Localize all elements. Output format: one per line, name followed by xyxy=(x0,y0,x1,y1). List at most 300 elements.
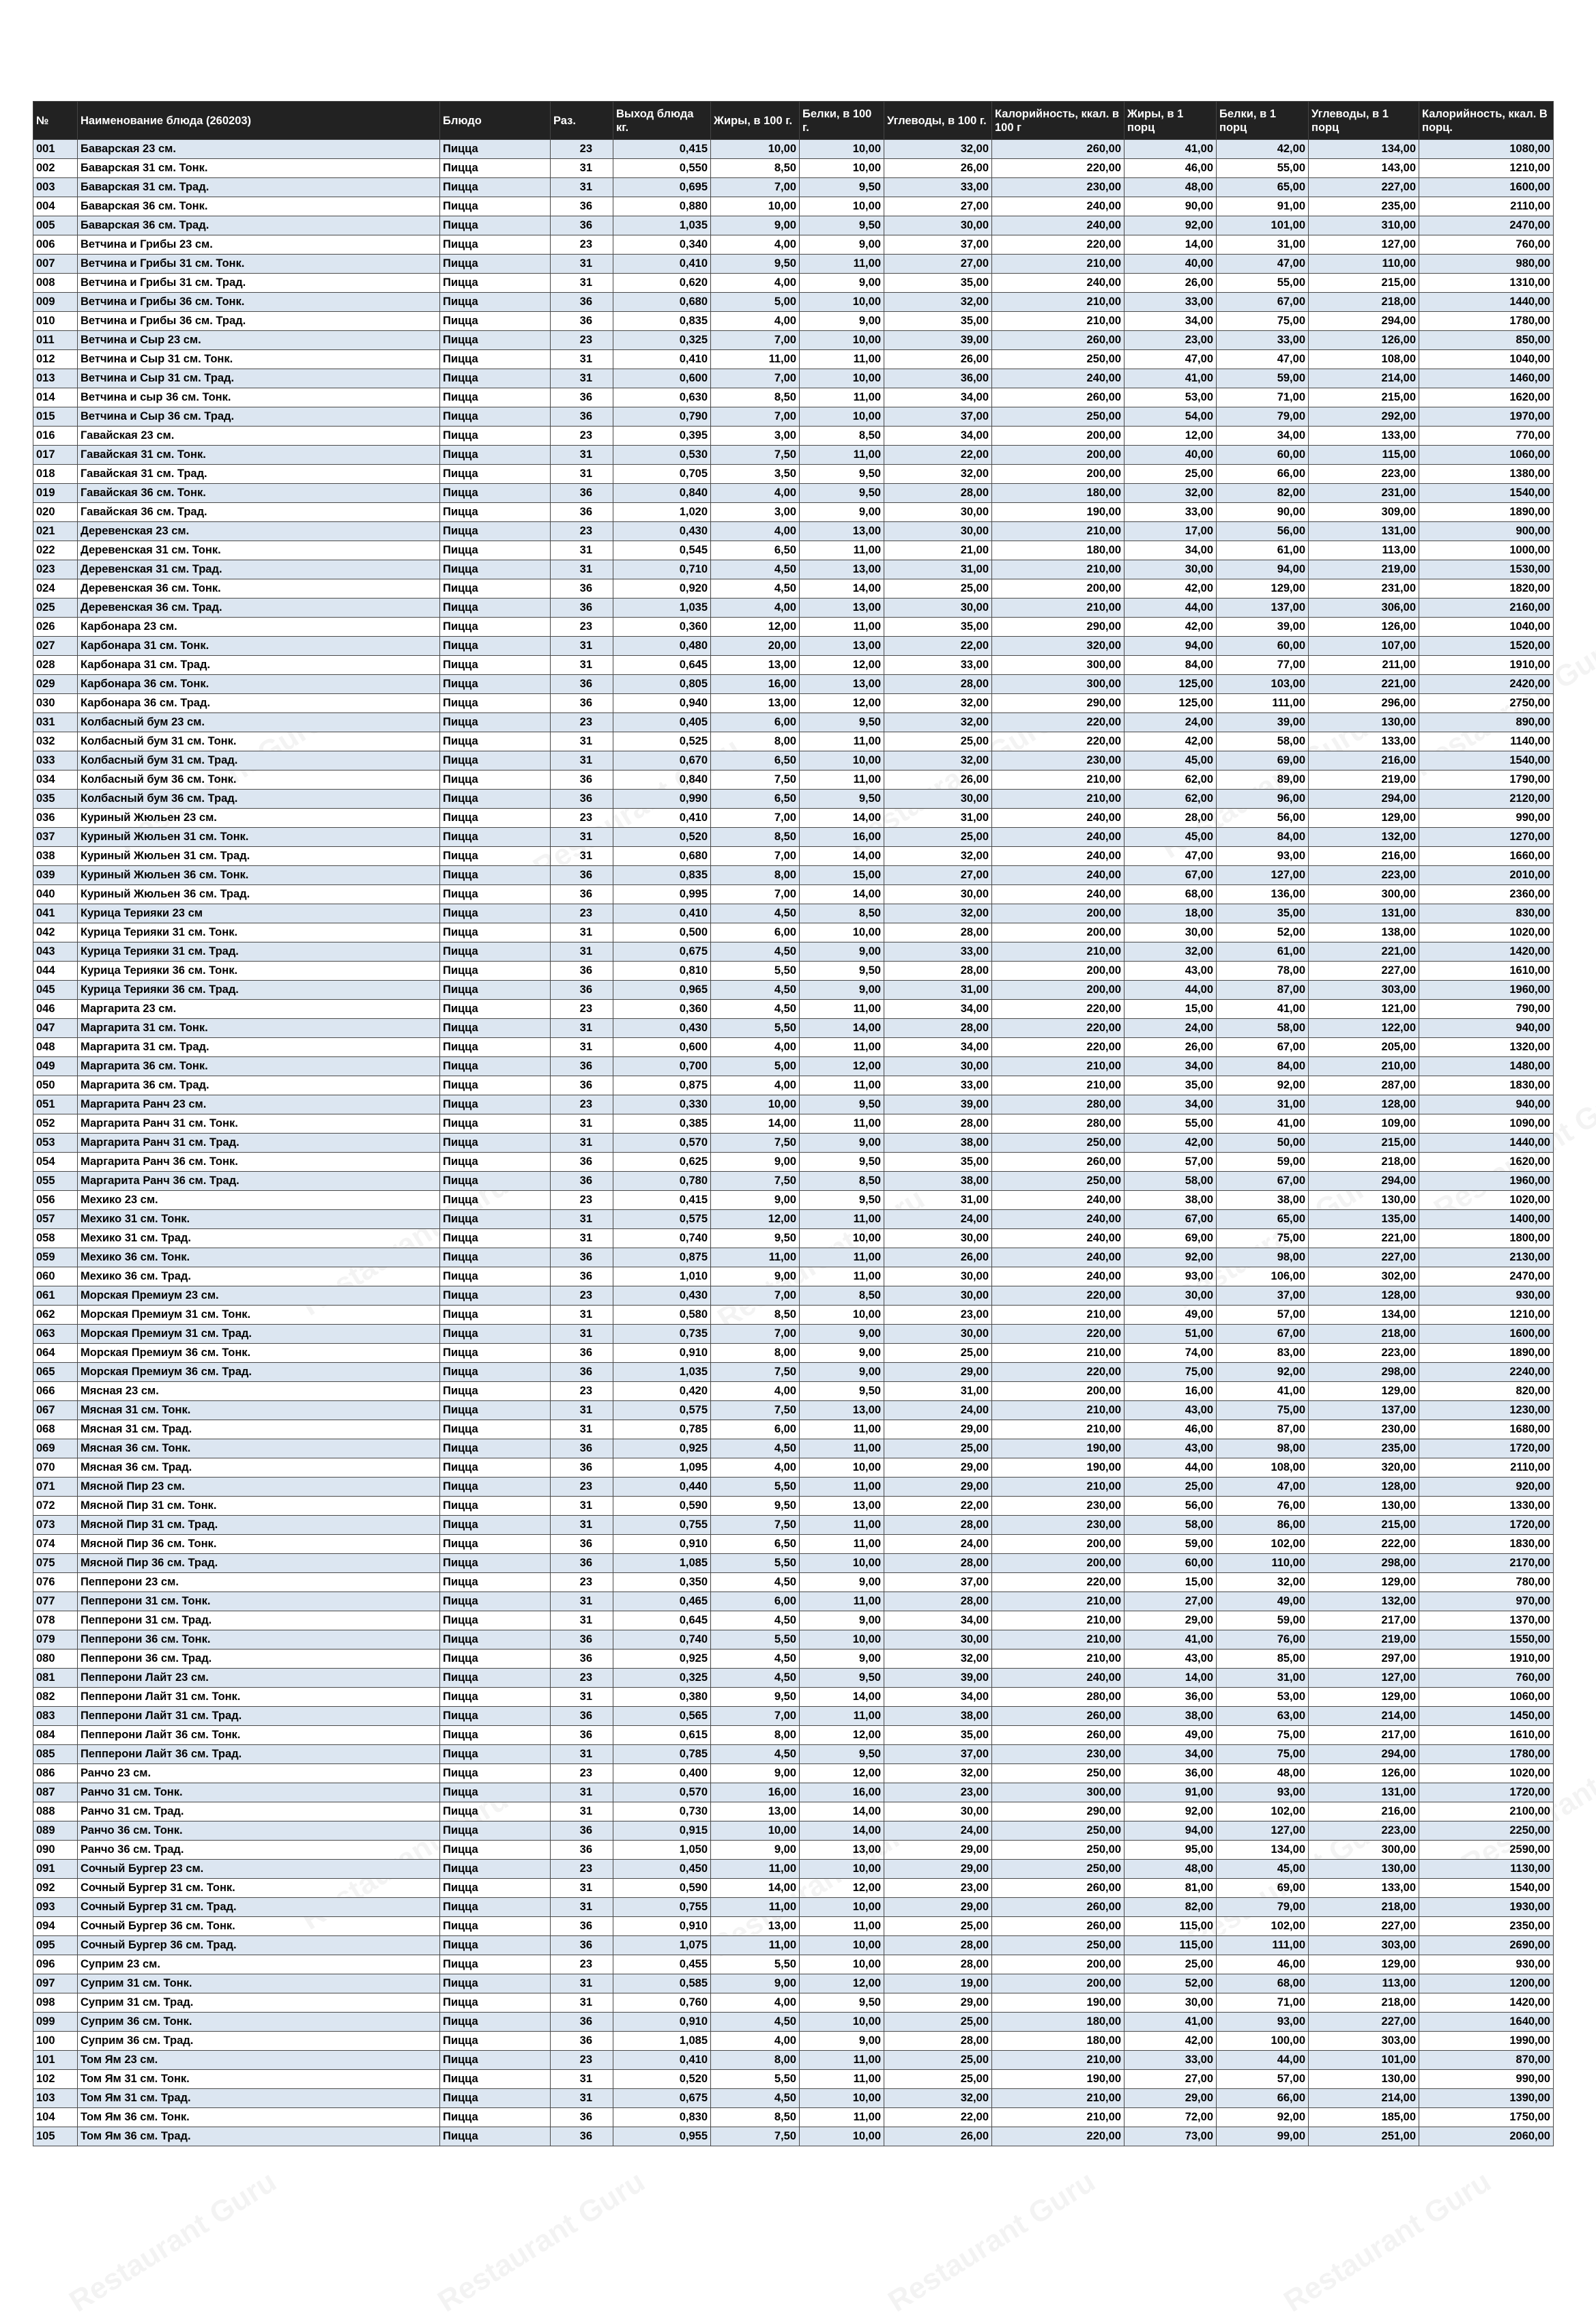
cell-protein-100g: 10,00 xyxy=(800,1306,884,1325)
cell-kcal-100g: 210,00 xyxy=(992,1401,1125,1420)
cell-carbs-portion: 309,00 xyxy=(1309,503,1419,522)
cell-protein-100g: 9,50 xyxy=(800,1993,884,2013)
cell-kcal-portion: 1610,00 xyxy=(1419,1726,1554,1745)
cell-fat-100g: 5,50 xyxy=(711,962,800,981)
cell-dish-name: Колбасный бум 23 см. xyxy=(78,713,440,732)
cell-size: 31 xyxy=(551,1038,613,1057)
cell-number: 035 xyxy=(33,790,78,809)
cell-kcal-portion: 1890,00 xyxy=(1419,503,1554,522)
cell-fat-portion: 43,00 xyxy=(1125,1650,1217,1669)
cell-yield: 1,085 xyxy=(613,1554,711,1573)
cell-dish-name: Баварская 23 см. xyxy=(78,140,440,159)
cell-kcal-portion: 2240,00 xyxy=(1419,1363,1554,1382)
cell-fat-portion: 51,00 xyxy=(1125,1325,1217,1344)
table-row xyxy=(33,981,1554,1000)
cell-fat-100g: 4,50 xyxy=(711,1650,800,1669)
cell-category: Пицца xyxy=(440,694,551,713)
cell-yield: 0,910 xyxy=(613,1344,711,1363)
cell-dish-name: Мясная 23 см. xyxy=(78,1382,440,1401)
table-row xyxy=(33,656,1554,675)
cell-category: Пицца xyxy=(440,1650,551,1669)
cell-kcal-portion: 1680,00 xyxy=(1419,1420,1554,1439)
cell-fat-100g: 8,00 xyxy=(711,1726,800,1745)
table-row xyxy=(33,503,1554,522)
cell-kcal-portion: 1720,00 xyxy=(1419,1516,1554,1535)
cell-size: 23 xyxy=(551,1764,613,1783)
cell-fat-portion: 57,00 xyxy=(1125,1153,1217,1172)
cell-protein-portion: 83,00 xyxy=(1217,1344,1309,1363)
table-row xyxy=(33,1535,1554,1554)
cell-fat-portion: 38,00 xyxy=(1125,1191,1217,1210)
cell-size: 36 xyxy=(551,1535,613,1554)
cell-protein-portion: 58,00 xyxy=(1217,732,1309,751)
cell-carbs-portion: 287,00 xyxy=(1309,1076,1419,1095)
cell-dish-name: Морская Премиум 23 см. xyxy=(78,1286,440,1306)
cell-carbs-portion: 130,00 xyxy=(1309,2070,1419,2089)
cell-protein-100g: 9,50 xyxy=(800,790,884,809)
cell-size: 23 xyxy=(551,1669,613,1688)
cell-protein-100g: 9,00 xyxy=(800,503,884,522)
cell-size: 36 xyxy=(551,1076,613,1095)
cell-yield: 0,730 xyxy=(613,1802,711,1821)
cell-carbs-100g: 34,00 xyxy=(884,388,992,407)
cell-dish-name: Куриный Жюльен 31 см. Тонк. xyxy=(78,828,440,847)
cell-fat-portion: 16,00 xyxy=(1125,1382,1217,1401)
cell-fat-portion: 62,00 xyxy=(1125,790,1217,809)
cell-kcal-portion: 1540,00 xyxy=(1419,484,1554,503)
cell-carbs-portion: 292,00 xyxy=(1309,407,1419,427)
cell-carbs-portion: 132,00 xyxy=(1309,1592,1419,1611)
cell-carbs-portion: 302,00 xyxy=(1309,1267,1419,1286)
cell-fat-portion: 43,00 xyxy=(1125,1401,1217,1420)
cell-kcal-portion: 1320,00 xyxy=(1419,1038,1554,1057)
cell-kcal-100g: 220,00 xyxy=(992,1325,1125,1344)
cell-carbs-portion: 223,00 xyxy=(1309,465,1419,484)
col-header-size: Раз. xyxy=(551,102,613,140)
table-row xyxy=(33,484,1554,503)
cell-category: Пицца xyxy=(440,484,551,503)
cell-dish-name: Маргарита Ранч 36 см. Тонк. xyxy=(78,1153,440,1172)
cell-dish-name: Том Ям 31 см. Тонк. xyxy=(78,2070,440,2089)
cell-carbs-portion: 129,00 xyxy=(1309,1955,1419,1974)
cell-fat-portion: 43,00 xyxy=(1125,1439,1217,1458)
cell-kcal-100g: 210,00 xyxy=(992,1650,1125,1669)
cell-kcal-portion: 1620,00 xyxy=(1419,1153,1554,1172)
cell-size: 31 xyxy=(551,1783,613,1802)
cell-carbs-portion: 115,00 xyxy=(1309,446,1419,465)
cell-kcal-100g: 220,00 xyxy=(992,235,1125,255)
cell-fat-100g: 10,00 xyxy=(711,197,800,216)
cell-category: Пицца xyxy=(440,2032,551,2051)
cell-carbs-100g: 25,00 xyxy=(884,1344,992,1363)
cell-protein-portion: 66,00 xyxy=(1217,2089,1309,2108)
cell-carbs-100g: 30,00 xyxy=(884,790,992,809)
cell-dish-name: Суприм 31 см. Трад. xyxy=(78,1993,440,2013)
cell-yield: 0,780 xyxy=(613,1172,711,1191)
cell-carbs-portion: 215,00 xyxy=(1309,274,1419,293)
cell-size: 31 xyxy=(551,1592,613,1611)
table-row xyxy=(33,579,1554,599)
cell-protein-100g: 11,00 xyxy=(800,1535,884,1554)
table-row xyxy=(33,1382,1554,1401)
cell-kcal-portion: 1660,00 xyxy=(1419,847,1554,866)
cell-yield: 0,430 xyxy=(613,522,711,541)
cell-fat-100g: 4,00 xyxy=(711,1458,800,1478)
cell-number: 095 xyxy=(33,1936,78,1955)
table-row xyxy=(33,522,1554,541)
cell-fat-100g: 5,00 xyxy=(711,293,800,312)
cell-kcal-100g: 240,00 xyxy=(992,1267,1125,1286)
cell-fat-100g: 9,00 xyxy=(711,1974,800,1993)
cell-yield: 1,095 xyxy=(613,1458,711,1478)
cell-fat-portion: 60,00 xyxy=(1125,1554,1217,1573)
cell-fat-portion: 34,00 xyxy=(1125,1095,1217,1114)
cell-fat-100g: 9,50 xyxy=(711,1497,800,1516)
cell-protein-100g: 11,00 xyxy=(800,770,884,790)
cell-fat-100g: 7,50 xyxy=(711,1134,800,1153)
cell-protein-portion: 77,00 xyxy=(1217,656,1309,675)
cell-fat-100g: 5,50 xyxy=(711,2070,800,2089)
cell-carbs-portion: 219,00 xyxy=(1309,1630,1419,1650)
col-header-dish-name: Наименование блюда (260203) xyxy=(78,102,440,140)
cell-fat-100g: 4,50 xyxy=(711,1669,800,1688)
table-row xyxy=(33,1458,1554,1478)
cell-carbs-portion: 133,00 xyxy=(1309,732,1419,751)
cell-fat-portion: 45,00 xyxy=(1125,751,1217,770)
cell-fat-portion: 14,00 xyxy=(1125,235,1217,255)
cell-number: 038 xyxy=(33,847,78,866)
cell-fat-100g: 9,00 xyxy=(711,1841,800,1860)
cell-category: Пицца xyxy=(440,1382,551,1401)
cell-kcal-100g: 210,00 xyxy=(992,1611,1125,1630)
cell-dish-name: Баварская 31 см. Тонк. xyxy=(78,159,440,178)
cell-size: 31 xyxy=(551,1420,613,1439)
cell-fat-portion: 55,00 xyxy=(1125,1114,1217,1134)
cell-fat-100g: 5,50 xyxy=(711,1955,800,1974)
cell-protein-portion: 42,00 xyxy=(1217,140,1309,159)
cell-kcal-portion: 1420,00 xyxy=(1419,942,1554,962)
watermark-text xyxy=(432,2165,651,2319)
cell-kcal-portion: 1820,00 xyxy=(1419,579,1554,599)
cell-kcal-portion: 1720,00 xyxy=(1419,1439,1554,1458)
cell-protein-portion: 96,00 xyxy=(1217,790,1309,809)
cell-number: 078 xyxy=(33,1611,78,1630)
cell-fat-portion: 62,00 xyxy=(1125,770,1217,790)
cell-protein-100g: 9,00 xyxy=(800,942,884,962)
cell-protein-portion: 41,00 xyxy=(1217,1114,1309,1134)
cell-number: 088 xyxy=(33,1802,78,1821)
cell-protein-100g: 13,00 xyxy=(800,522,884,541)
cell-yield: 0,580 xyxy=(613,1306,711,1325)
cell-kcal-portion: 1130,00 xyxy=(1419,1860,1554,1879)
cell-kcal-100g: 200,00 xyxy=(992,904,1125,923)
cell-protein-portion: 111,00 xyxy=(1217,1936,1309,1955)
cell-size: 23 xyxy=(551,618,613,637)
cell-carbs-portion: 222,00 xyxy=(1309,1535,1419,1554)
cell-carbs-100g: 23,00 xyxy=(884,1879,992,1898)
cell-category: Пицца xyxy=(440,197,551,216)
cell-number: 030 xyxy=(33,694,78,713)
cell-carbs-100g: 26,00 xyxy=(884,1248,992,1267)
cell-carbs-portion: 126,00 xyxy=(1309,618,1419,637)
cell-size: 31 xyxy=(551,1879,613,1898)
cell-number: 045 xyxy=(33,981,78,1000)
cell-yield: 0,330 xyxy=(613,1095,711,1114)
cell-carbs-100g: 30,00 xyxy=(884,522,992,541)
cell-kcal-portion: 1970,00 xyxy=(1419,407,1554,427)
cell-protein-100g: 9,50 xyxy=(800,1382,884,1401)
cell-carbs-portion: 221,00 xyxy=(1309,1229,1419,1248)
cell-category: Пицца xyxy=(440,1860,551,1879)
cell-fat-100g: 12,00 xyxy=(711,618,800,637)
cell-protein-100g: 11,00 xyxy=(800,1210,884,1229)
cell-kcal-portion: 1610,00 xyxy=(1419,962,1554,981)
cell-protein-100g: 11,00 xyxy=(800,1000,884,1019)
cell-fat-100g: 9,00 xyxy=(711,1153,800,1172)
cell-kcal-portion: 1440,00 xyxy=(1419,1134,1554,1153)
cell-category: Пицца xyxy=(440,2127,551,2146)
cell-kcal-100g: 190,00 xyxy=(992,2070,1125,2089)
cell-protein-100g: 9,00 xyxy=(800,235,884,255)
cell-size: 36 xyxy=(551,2013,613,2032)
cell-carbs-portion: 217,00 xyxy=(1309,1611,1419,1630)
cell-dish-name: Курица Терияки 36 см. Трад. xyxy=(78,981,440,1000)
cell-number: 025 xyxy=(33,599,78,618)
cell-carbs-portion: 134,00 xyxy=(1309,1306,1419,1325)
cell-yield: 0,910 xyxy=(613,2013,711,2032)
cell-number: 004 xyxy=(33,197,78,216)
cell-fat-portion: 95,00 xyxy=(1125,1841,1217,1860)
cell-dish-name: Гавайская 31 см. Тонк. xyxy=(78,446,440,465)
cell-yield: 0,440 xyxy=(613,1478,711,1497)
cell-protein-portion: 33,00 xyxy=(1217,331,1309,350)
cell-size: 36 xyxy=(551,293,613,312)
cell-category: Пицца xyxy=(440,923,551,942)
cell-protein-portion: 67,00 xyxy=(1217,293,1309,312)
cell-yield: 0,575 xyxy=(613,1210,711,1229)
cell-fat-portion: 69,00 xyxy=(1125,1229,1217,1248)
cell-fat-100g: 7,50 xyxy=(711,1172,800,1191)
cell-carbs-100g: 32,00 xyxy=(884,140,992,159)
table-row xyxy=(33,2013,1554,2032)
cell-fat-100g: 9,00 xyxy=(711,216,800,235)
cell-carbs-100g: 31,00 xyxy=(884,809,992,828)
cell-number: 093 xyxy=(33,1898,78,1917)
table-row xyxy=(33,1516,1554,1535)
cell-number: 087 xyxy=(33,1783,78,1802)
cell-fat-100g: 7,50 xyxy=(711,1363,800,1382)
cell-carbs-100g: 25,00 xyxy=(884,1917,992,1936)
table-row xyxy=(33,1688,1554,1707)
cell-carbs-portion: 231,00 xyxy=(1309,484,1419,503)
cell-category: Пицца xyxy=(440,1898,551,1917)
cell-carbs-portion: 129,00 xyxy=(1309,1688,1419,1707)
cell-number: 006 xyxy=(33,235,78,255)
cell-carbs-portion: 218,00 xyxy=(1309,1325,1419,1344)
cell-size: 31 xyxy=(551,2089,613,2108)
cell-protein-100g: 13,00 xyxy=(800,599,884,618)
cell-category: Пицца xyxy=(440,1478,551,1497)
cell-category: Пицца xyxy=(440,541,551,560)
cell-kcal-portion: 2690,00 xyxy=(1419,1936,1554,1955)
cell-fat-portion: 67,00 xyxy=(1125,1210,1217,1229)
cell-dish-name: Ветчина и Сыр 36 см. Трад. xyxy=(78,407,440,427)
watermark-text xyxy=(63,2165,282,2319)
cell-kcal-portion: 1910,00 xyxy=(1419,1650,1554,1669)
cell-kcal-100g: 230,00 xyxy=(992,1516,1125,1535)
cell-carbs-100g: 35,00 xyxy=(884,274,992,293)
cell-yield: 1,020 xyxy=(613,503,711,522)
cell-size: 23 xyxy=(551,1478,613,1497)
cell-dish-name: Маргарита 31 см. Тонк. xyxy=(78,1019,440,1038)
cell-size: 36 xyxy=(551,1936,613,1955)
cell-number: 002 xyxy=(33,159,78,178)
table-row xyxy=(33,1095,1554,1114)
cell-fat-100g: 4,50 xyxy=(711,579,800,599)
table-row xyxy=(33,1860,1554,1879)
cell-carbs-100g: 35,00 xyxy=(884,618,992,637)
cell-number: 044 xyxy=(33,962,78,981)
cell-protein-portion: 69,00 xyxy=(1217,751,1309,770)
cell-number: 003 xyxy=(33,178,78,197)
cell-category: Пицца xyxy=(440,140,551,159)
cell-number: 037 xyxy=(33,828,78,847)
cell-fat-portion: 75,00 xyxy=(1125,1363,1217,1382)
cell-category: Пицца xyxy=(440,331,551,350)
cell-yield: 0,995 xyxy=(613,885,711,904)
cell-dish-name: Мясной Пир 36 см. Трад. xyxy=(78,1554,440,1573)
cell-protein-portion: 87,00 xyxy=(1217,1420,1309,1439)
cell-category: Пицца xyxy=(440,465,551,484)
cell-number: 101 xyxy=(33,2051,78,2070)
cell-protein-100g: 11,00 xyxy=(800,255,884,274)
cell-category: Пицца xyxy=(440,1134,551,1153)
cell-carbs-portion: 133,00 xyxy=(1309,427,1419,446)
cell-dish-name: Морская Премиум 36 см. Тонк. xyxy=(78,1344,440,1363)
cell-number: 096 xyxy=(33,1955,78,1974)
cell-protein-portion: 41,00 xyxy=(1217,1382,1309,1401)
cell-protein-100g: 9,50 xyxy=(800,1153,884,1172)
cell-carbs-100g: 30,00 xyxy=(884,503,992,522)
cell-kcal-portion: 850,00 xyxy=(1419,331,1554,350)
cell-carbs-100g: 30,00 xyxy=(884,1325,992,1344)
cell-kcal-100g: 210,00 xyxy=(992,293,1125,312)
cell-carbs-100g: 24,00 xyxy=(884,1210,992,1229)
table-header-row xyxy=(33,102,1554,140)
cell-fat-100g: 7,00 xyxy=(711,847,800,866)
cell-carbs-100g: 23,00 xyxy=(884,1783,992,1802)
cell-category: Пицца xyxy=(440,312,551,331)
cell-protein-portion: 58,00 xyxy=(1217,1019,1309,1038)
cell-protein-portion: 127,00 xyxy=(1217,1821,1309,1841)
cell-category: Пицца xyxy=(440,1344,551,1363)
cell-protein-portion: 91,00 xyxy=(1217,197,1309,216)
cell-protein-portion: 65,00 xyxy=(1217,178,1309,197)
cell-size: 36 xyxy=(551,2032,613,2051)
table-row xyxy=(33,1172,1554,1191)
cell-category: Пицца xyxy=(440,1057,551,1076)
cell-protein-100g: 10,00 xyxy=(800,923,884,942)
table-row xyxy=(33,1439,1554,1458)
cell-protein-portion: 66,00 xyxy=(1217,465,1309,484)
table-row xyxy=(33,2032,1554,2051)
cell-kcal-100g: 280,00 xyxy=(992,1095,1125,1114)
cell-carbs-100g: 38,00 xyxy=(884,1172,992,1191)
table-row xyxy=(33,465,1554,484)
cell-number: 046 xyxy=(33,1000,78,1019)
cell-kcal-100g: 200,00 xyxy=(992,446,1125,465)
table-row xyxy=(33,427,1554,446)
cell-yield: 0,805 xyxy=(613,675,711,694)
cell-carbs-100g: 26,00 xyxy=(884,770,992,790)
cell-category: Пицца xyxy=(440,1688,551,1707)
cell-protein-portion: 106,00 xyxy=(1217,1267,1309,1286)
cell-number: 005 xyxy=(33,216,78,235)
cell-carbs-100g: 35,00 xyxy=(884,312,992,331)
cell-carbs-portion: 221,00 xyxy=(1309,942,1419,962)
cell-kcal-portion: 900,00 xyxy=(1419,522,1554,541)
cell-fat-100g: 6,50 xyxy=(711,1535,800,1554)
cell-category: Пицца xyxy=(440,1038,551,1057)
cell-size: 31 xyxy=(551,637,613,656)
cell-dish-name: Пепперони 23 см. xyxy=(78,1573,440,1592)
cell-yield: 0,625 xyxy=(613,1153,711,1172)
cell-carbs-portion: 205,00 xyxy=(1309,1038,1419,1057)
cell-yield: 0,645 xyxy=(613,1611,711,1630)
cell-fat-portion: 94,00 xyxy=(1125,1821,1217,1841)
cell-carbs-portion: 127,00 xyxy=(1309,235,1419,255)
cell-protein-100g: 9,00 xyxy=(800,1363,884,1382)
cell-kcal-portion: 1540,00 xyxy=(1419,751,1554,770)
cell-kcal-portion: 1020,00 xyxy=(1419,1191,1554,1210)
cell-fat-100g: 9,00 xyxy=(711,1267,800,1286)
cell-protein-portion: 67,00 xyxy=(1217,1325,1309,1344)
cell-fat-100g: 4,50 xyxy=(711,942,800,962)
cell-fat-portion: 43,00 xyxy=(1125,962,1217,981)
cell-yield: 0,760 xyxy=(613,1993,711,2013)
cell-fat-portion: 48,00 xyxy=(1125,1860,1217,1879)
cell-fat-100g: 9,50 xyxy=(711,255,800,274)
cell-protein-100g: 10,00 xyxy=(800,369,884,388)
cell-size: 31 xyxy=(551,1516,613,1535)
cell-fat-100g: 6,50 xyxy=(711,541,800,560)
cell-fat-100g: 9,00 xyxy=(711,1191,800,1210)
cell-kcal-100g: 240,00 xyxy=(992,1191,1125,1210)
cell-dish-name: Маргарита 36 см. Тонк. xyxy=(78,1057,440,1076)
table-row xyxy=(33,1669,1554,1688)
cell-number: 100 xyxy=(33,2032,78,2051)
table-row xyxy=(33,1267,1554,1286)
cell-protein-100g: 12,00 xyxy=(800,694,884,713)
cell-carbs-100g: 23,00 xyxy=(884,1306,992,1325)
cell-carbs-portion: 113,00 xyxy=(1309,1974,1419,1993)
col-header-protein-100g: Белки, в 100 г. xyxy=(800,102,884,140)
cell-protein-portion: 93,00 xyxy=(1217,2013,1309,2032)
cell-category: Пицца xyxy=(440,388,551,407)
cell-size: 23 xyxy=(551,1000,613,1019)
cell-carbs-100g: 32,00 xyxy=(884,1650,992,1669)
cell-carbs-100g: 31,00 xyxy=(884,981,992,1000)
cell-protein-portion: 71,00 xyxy=(1217,388,1309,407)
cell-kcal-100g: 180,00 xyxy=(992,484,1125,503)
cell-size: 31 xyxy=(551,274,613,293)
cell-yield: 1,050 xyxy=(613,1841,711,1860)
cell-yield: 0,590 xyxy=(613,1497,711,1516)
cell-kcal-100g: 280,00 xyxy=(992,1688,1125,1707)
cell-yield: 0,790 xyxy=(613,407,711,427)
cell-number: 086 xyxy=(33,1764,78,1783)
cell-fat-portion: 41,00 xyxy=(1125,1630,1217,1650)
